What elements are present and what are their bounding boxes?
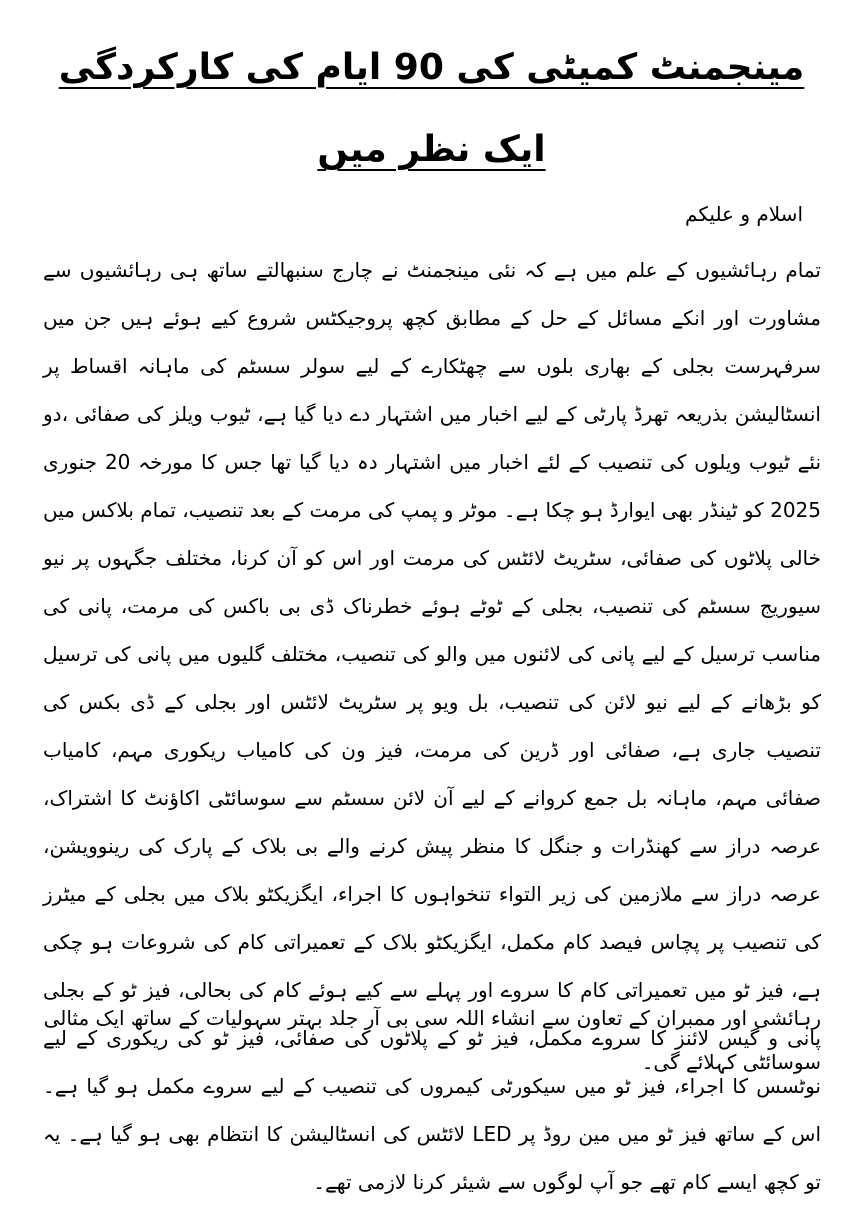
body-paragraph: تمام رہائشیوں کے علم میں ہے کہ نئی مینجمنٹ نے چارج سنبھالتے ساتھ ہی رہائشیوں سے مشاورت اور انکے مسائل کے حل کے مطابق کچھ پروجیکٹس شروع کیے ہوئے ہیں جن میں سرفہرست بجلی کے بھاری بلوں سے چھٹکارے کے لیے سولر سسٹم کی ماہانہ اقساط پر انسٹالیشن بذریعہ تھرڈ پارٹی کے لیے اخبار میں اشتہار دے دیا گیا ہے، ٹیوب ویلز کی صفائی ،دو نئے ٹیوب ویلوں کی تنصیب کے لئے اخبار میں اشتہار دہ دیا گیا تھا جس کا مورخہ 20 جنوری 2025 کو ٹینڈر بھی ایوارڈ ہو چکا ہے۔ موٹر و پمپ کی مرمت کے بعد تنصیب، تمام بلاکس میں خالی پلاٹوں کی صفائی، سٹریٹ لائٹس کی مرمت اور اس کو آن کرنا، مختلف جگہوں پر نیو سیوریج سسٹم کی تنصیب، بجلی کے ٹوٹے ہوئے خطرناک ڈی بی باکس کی مرمت، پانی کی مناسب ترسیل کے لیے پانی کی لائنوں میں والو کی تنصیب، مختلف گلیوں میں پانی کی ترسیل کو بڑھانے کے لیے نیو لائن کی تنصیب، بل ویو پر سٹریٹ لائٹس اور بجلی کے ڈی بکس کی تنصیب جاری ہے، صفائی اور ڈرین کی مرمت، فیز ون کی کامیاب ریکوری مہم، کامیاب صفائی مہم، ماہانہ بل جمع کروانے کے لیے آن لائن سسٹم سے سوسائٹی اکاؤنٹ کا اشتراک، عرصہ دراز سے کھنڈرات و جنگل کا منظر پیش کرنے والے بی بلاک کے پارک کی رینوویشن، عرصہ دراز سے ملازمین کی زیر التواء تنخواہوں کا اجراء، ایگزیکٹو بلاک میں بجلی کے میٹرز کی تنصیب پر پچاس فیصد کام مکمل، ایگزیکٹو بلاک کے تعمیراتی کام کی شروعات ہو چکی ہے، فیز ٹو میں تعمیراتی کام کا سروے اور پہلے سے کیے ہوئے کام کی بحالی، فیز ٹو کے بجلی پانی و گیس لائنز کا سروے مکمل، فیز ٹو کے پلاٹوں کی صفائی، فیز ٹو کی ریکوری کے لیے نوٹسس کا اجراء، فیز ٹو میں سیکورٹی کیمروں کی تنصیب کے لیے سروے مکمل ہو گیا ہے۔ اس کے ساتھ فیز ٹو میں مین روڈ پر LED لائٹس کی انسٹالیشن کا انتظام بھی ہو گیا ہے۔ یہ تو کچھ ایسے کام تھے جو آپ لوگوں سے شیئر کرنا لازمی تھے۔ <box>43 258 822 1194</box>
salutation: اسلام و علیکم <box>685 202 803 226</box>
page-subtitle <box>0 120 863 180</box>
page-title <box>0 38 863 98</box>
page-title-text: مینجمنٹ کمیٹی کی 90 ایام کی کارکردگی <box>58 47 805 88</box>
page-subtitle-text: ایک نظر میں <box>317 129 546 170</box>
closing-paragraph: رہائشی اور ممبران کے تعاون سے انشاء اللہ سی بی آر جلد بہتر سہولیات کے ساتھ ایک مثالی سوسائٹی کہلائے گی۔ <box>43 1006 821 1074</box>
